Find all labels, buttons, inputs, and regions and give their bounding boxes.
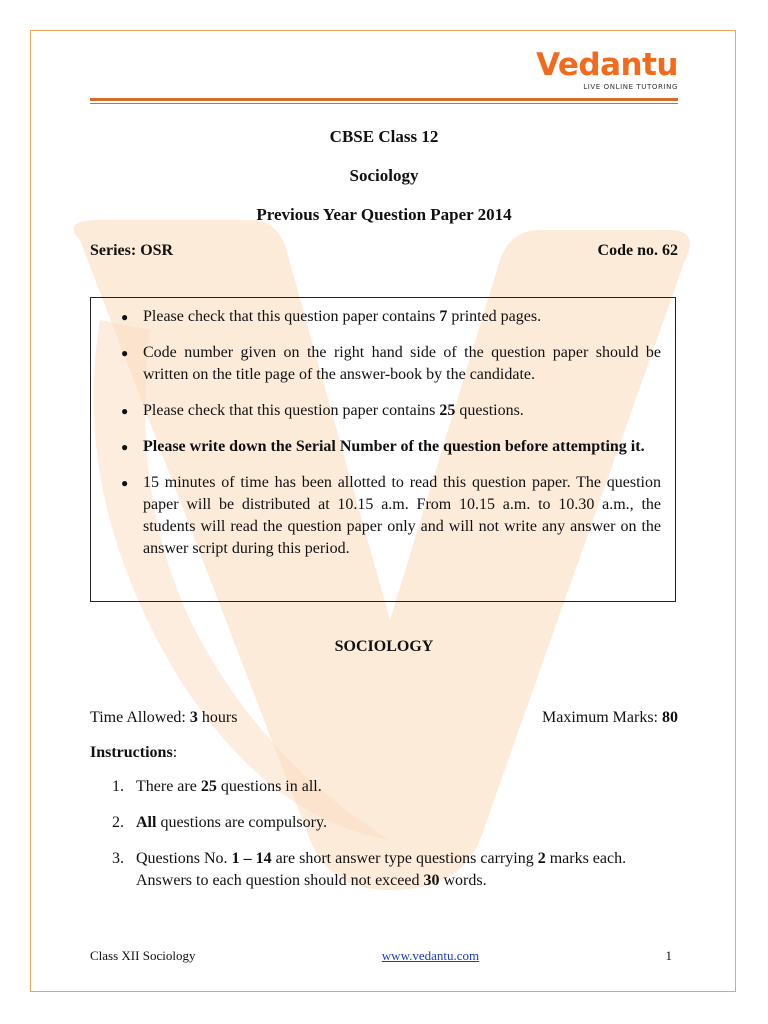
instruction-item: 3. Questions No. 1 – 14 are short answer type questions carrying 2 marks each. Answers to each question should not exceed 30 words. (112, 850, 627, 889)
footer-website-link[interactable]: www.vedantu.com (381, 948, 480, 963)
instructions-list (112, 776, 680, 906)
page-footer (90, 948, 672, 964)
code-label: Code no. 62 (597, 242, 678, 259)
section-heading: SOCIOLOGY (334, 638, 434, 655)
notice-item: ● Please write down the Serial Number of the question before attempting it. (121, 436, 661, 458)
series-code-row (90, 242, 678, 260)
notice-item: ● Please check that this question paper contains 7 printed pages. (121, 306, 661, 328)
instructions-heading-row (90, 744, 678, 762)
notice-box (90, 297, 676, 602)
instruction-item: 2. All questions are compulsory. (112, 814, 327, 831)
page-number: 1 (665, 948, 672, 963)
header-rule (90, 98, 678, 101)
header-rule-thin (90, 103, 678, 104)
instruction-item: 1. There are 25 questions in all. (112, 778, 322, 795)
paper-title: CBSE Class 12 (329, 127, 439, 146)
notice-item: ● Please check that this question paper contains 25 questions. (121, 400, 661, 422)
logo-tagline: LIVE ONLINE TUTORING (583, 83, 678, 91)
logo-wordmark: Vedantu (536, 47, 678, 83)
paper-subject: Sociology (349, 166, 419, 185)
footer-class-label: Class XII Sociology (90, 948, 196, 963)
notice-item: ● Code number given on the right hand side of the question paper should be written on the title page of the answer-book by the candidate. (121, 342, 661, 386)
time-marks-row (90, 709, 678, 727)
notice-item: ● 15 minutes of time has been allotted to read this question paper. The question paper will be distributed at 10.15 a.m. From 10.15 a.m. to 10.30 a.m., the students will read the question paper only and will not write any answer on the answer script during this period. (121, 472, 661, 560)
maximum-marks: Maximum Marks: 80 (542, 709, 678, 726)
vedantu-logo[interactable] (536, 48, 678, 91)
instructions-heading: Instructions: (90, 744, 178, 761)
paper-heading: Previous Year Question Paper 2014 (256, 205, 512, 224)
notice-list (121, 306, 661, 560)
time-allowed: Time Allowed: 3 hours (90, 709, 238, 726)
series-label: Series: OSR (90, 242, 174, 259)
